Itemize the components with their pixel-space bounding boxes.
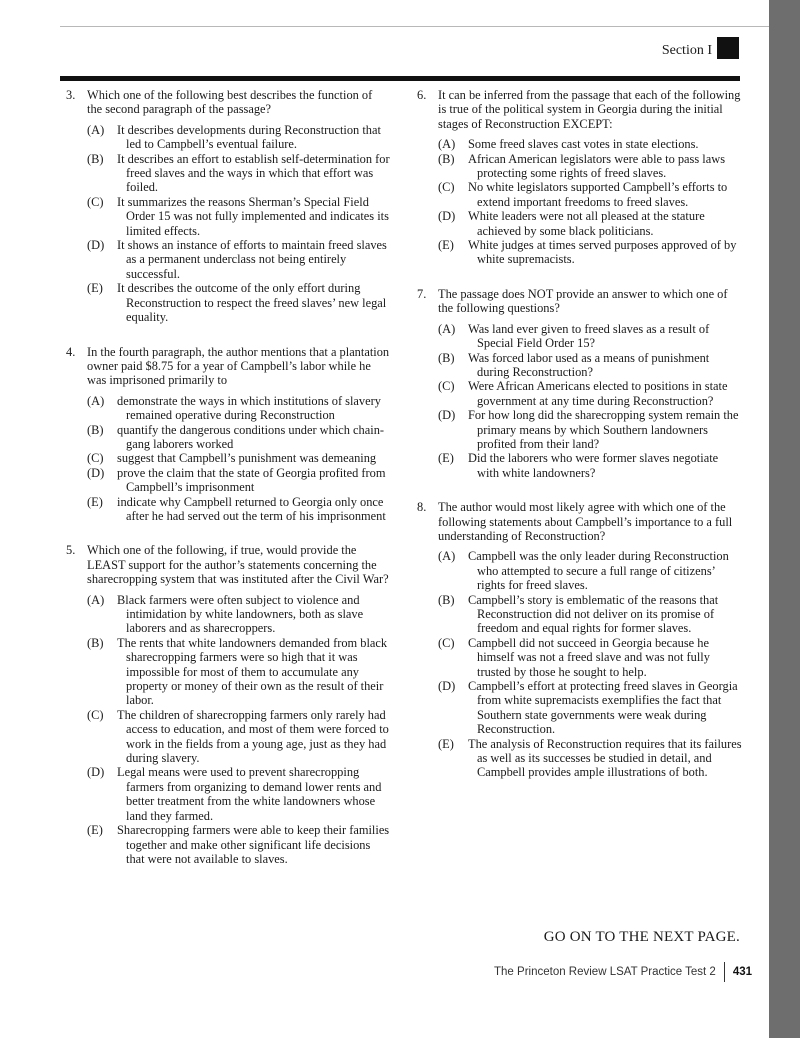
answer-choice[interactable] [87,123,390,152]
left-column [66,88,390,886]
choice-text: It summarizes the reasons Sherman’s Special Field Order 15 was not fully implemented and indicates its limited effects. [117,194,389,238]
answer-choice[interactable] [87,593,390,636]
book-title: The Princeton Review LSAT Practice Test 2 [494,966,716,978]
choice-text: Campbell’s story is emblematic of the reasons that Reconstruction did not deliver on its promise of freedom and equal rights for former slaves. [468,592,719,636]
answer-choice[interactable] [87,823,390,866]
answer-choice[interactable] [87,238,390,281]
choice-letter: (C) [87,707,104,722]
choice-text: Campbell did not succeed in Georgia because he himself was not a freed slave and was not fully trusted by those he sought to help. [468,635,710,679]
choice-text: No white legislators supported Campbell’s efforts to extend important freedoms to freed slaves. [468,180,728,209]
choice-text: Campbell was the only leader during Reconstruction who attempted to secure a full range of citizens’ rights for freed slaves. [468,549,729,593]
question-6 [417,88,743,267]
footer-divider [724,962,725,982]
answer-choice[interactable] [87,466,390,495]
choice-text: Black farmers were often subject to violence and intimidation by white landowners, both as slave laborers and as sharecroppers. [117,592,364,636]
question-stem [66,345,390,388]
question-stem [417,287,743,316]
choice-text: suggest that Campbell’s punishment was demeaning [117,451,377,466]
choice-text: Did the laborers who were former slaves negotiate with white landowners? [468,451,719,480]
question-stem [417,500,743,543]
choice-text: The rents that white landowners demanded from black sharecropping farmers were so high that it was impossible for most of them to accumulate any property or money of their own as the result of their labor. [117,635,388,708]
choice-letter: (B) [87,151,104,166]
answer-choice[interactable] [438,137,743,151]
question-number: 8. [417,500,427,515]
choice-letter: (B) [438,151,455,166]
choice-letter: (A) [438,321,456,336]
choice-text: Sharecropping farmers were able to keep their families together and make other significant life decisions that were not available to slaves. [117,823,390,866]
choice-text: African American legislators were able to pass laws protecting some rights of freed slaves. [468,151,726,181]
answer-choice[interactable] [87,423,390,452]
question-number: 6. [417,88,427,102]
choice-text: It describes the outcome of the only effort during Reconstruction to respect the freed slaves’ new legal equality. [117,281,387,325]
answer-choice[interactable] [87,708,390,766]
choice-text: Was forced labor used as a means of punishment during Reconstruction? [468,350,710,379]
choice-letter: (B) [87,422,104,437]
choice-text: Campbell’s effort at protecting freed slaves in Georgia from white supremacists exemplifies the fact that Southern state governments were weak during Reconstruction. [468,679,738,737]
answer-choices [87,394,390,524]
answer-choice[interactable] [438,593,743,636]
page-number: 431 [732,966,752,978]
choice-letter: (C) [87,451,104,466]
choice-text: It describes developments during Reconstruction that led to Campbell’s eventual failure. [117,122,381,152]
question-7 [417,287,743,480]
answer-choices [438,549,743,780]
choice-text: Legal means were used to prevent sharecropping farmers from organizing to demand lower rents and better treatment from the white landowners whose land they farmed. [117,765,382,823]
question-8 [417,500,743,780]
choice-letter: (D) [438,408,456,423]
question-stem-text: The passage does NOT provide an answer to which one of the following questions? [438,286,728,316]
question-stem [417,88,743,131]
page-edge-tab [769,0,800,1038]
choice-letter: (A) [87,122,105,137]
answer-choice[interactable] [87,765,390,823]
answer-choice[interactable] [87,281,390,324]
choice-letter: (D) [438,679,456,694]
section-divider [60,76,740,81]
choice-text: It shows an instance of efforts to maintain freed slaves as a permanent underclass not being entirely successful. [117,238,387,281]
answer-choice[interactable] [87,195,390,238]
choice-letter: (B) [438,350,455,365]
question-number: 4. [66,344,76,359]
right-column [417,88,743,800]
answer-choice[interactable] [438,679,743,737]
question-stem [66,88,390,117]
choice-text: The children of sharecropping farmers only rarely had access to education, and most of them were forced to work in the fields from a young age, just as they had during slavery. [117,707,389,766]
choice-letter: (A) [87,592,105,607]
go-on-notice: GO ON TO THE NEXT PAGE. [543,929,740,945]
choice-letter: (E) [87,494,103,509]
answer-choice[interactable] [438,379,743,408]
choice-text: indicate why Campbell returned to Georgia only once after he had served out the term of his imprisonment [117,494,386,523]
answer-choices [87,593,390,867]
choice-letter: (A) [438,137,456,152]
answer-choice[interactable] [438,408,743,451]
choice-letter: (E) [438,736,454,751]
question-number: 7. [417,286,427,301]
choice-text: Were African Americans elected to positions in state government at any time during Reconstruction? [468,379,728,408]
choice-letter: (C) [438,180,455,195]
header-rule [60,26,769,27]
choice-text: White judges at times served purposes approved of by white supremacists. [468,238,737,267]
answer-choices [438,322,743,480]
answer-choice[interactable] [438,737,743,780]
choice-text: demonstrate the ways in which institutions of slavery remained operative during Reconstruction [117,393,381,423]
choice-letter: (D) [87,765,105,780]
choice-letter: (E) [438,238,454,253]
answer-choice[interactable] [438,209,743,238]
answer-choice[interactable] [438,351,743,380]
section-marker-box [717,37,739,59]
answer-choice[interactable] [87,152,390,195]
answer-choice[interactable] [438,152,743,181]
choice-letter: (C) [438,379,455,394]
answer-choice[interactable] [438,180,743,209]
choice-text: Was land ever given to freed slaves as a result of Special Field Order 15? [468,321,710,351]
choice-letter: (D) [87,238,105,253]
answer-choice[interactable] [438,238,743,267]
section-label: Section I [661,43,712,58]
question-stem [66,543,390,586]
choice-text: quantify the dangerous conditions under which chain-gang laborers worked [117,422,385,451]
choice-letter: (A) [438,549,456,564]
answer-choices [438,137,743,267]
choice-text: Some freed slaves cast votes in state elections. [468,137,699,152]
question-number: 5. [66,543,76,558]
question-stem-text: It can be inferred from the passage that each of the following is true of the political system in Georgia during the initial stages of Reconstruction EXCEPT: [438,88,741,131]
choice-letter: (B) [438,592,455,607]
answer-choice[interactable] [438,636,743,679]
choice-letter: (B) [87,635,104,650]
page-footer [494,962,752,982]
question-number: 3. [66,88,76,102]
question-stem-text: Which one of the following, if true, would provide the LEAST support for the author’s statements concerning the sharecropping system that was instituted after the Civil War? [87,543,389,587]
answer-choice[interactable] [438,322,743,351]
answer-choice[interactable] [87,495,390,524]
answer-choice[interactable] [438,451,743,480]
choice-letter: (E) [438,451,454,466]
question-5 [66,543,390,866]
choice-letter: (E) [87,823,103,838]
question-stem-text: The author would most likely agree with which one of the following statements about Campbell’s importance to a full understanding of Reconstruction? [438,500,733,543]
question-3 [66,88,390,325]
choice-letter: (D) [438,209,456,224]
choice-text: prove the claim that the state of Georgia profited from Campbell’s imprisonment [117,465,386,495]
choice-text: The analysis of Reconstruction requires that its failures as well as its successes be studied in detail, and Campbell provides ample illustrations of both. [468,736,742,780]
choice-text: It describes an effort to establish self-determination for freed slaves and the ways in which that effort was foiled. [117,151,390,195]
choice-letter: (A) [87,393,105,408]
answer-choice[interactable] [438,549,743,592]
choice-letter: (E) [87,281,103,296]
choice-letter: (D) [87,465,105,480]
choice-text: For how long did the sharecropping system remain the primary means by which Southern landowners profited from their land? [468,408,739,451]
question-4 [66,345,390,524]
choice-letter: (C) [438,635,455,650]
choice-text: White leaders were not all pleased at the stature achieved by some black politicians. [468,209,705,238]
answer-choice[interactable] [87,451,390,465]
question-stem-text: In the fourth paragraph, the author mentions that a plantation owner paid $8.75 for a year of Campbell’s labor while he was imprisoned primarily to [87,344,390,388]
choice-letter: (C) [87,194,104,209]
answer-choices [87,123,390,325]
answer-choice[interactable] [87,636,390,708]
question-stem-text: Which one of the following best describes the function of the second paragraph of the passage? [87,88,373,117]
answer-choice[interactable] [87,394,390,423]
